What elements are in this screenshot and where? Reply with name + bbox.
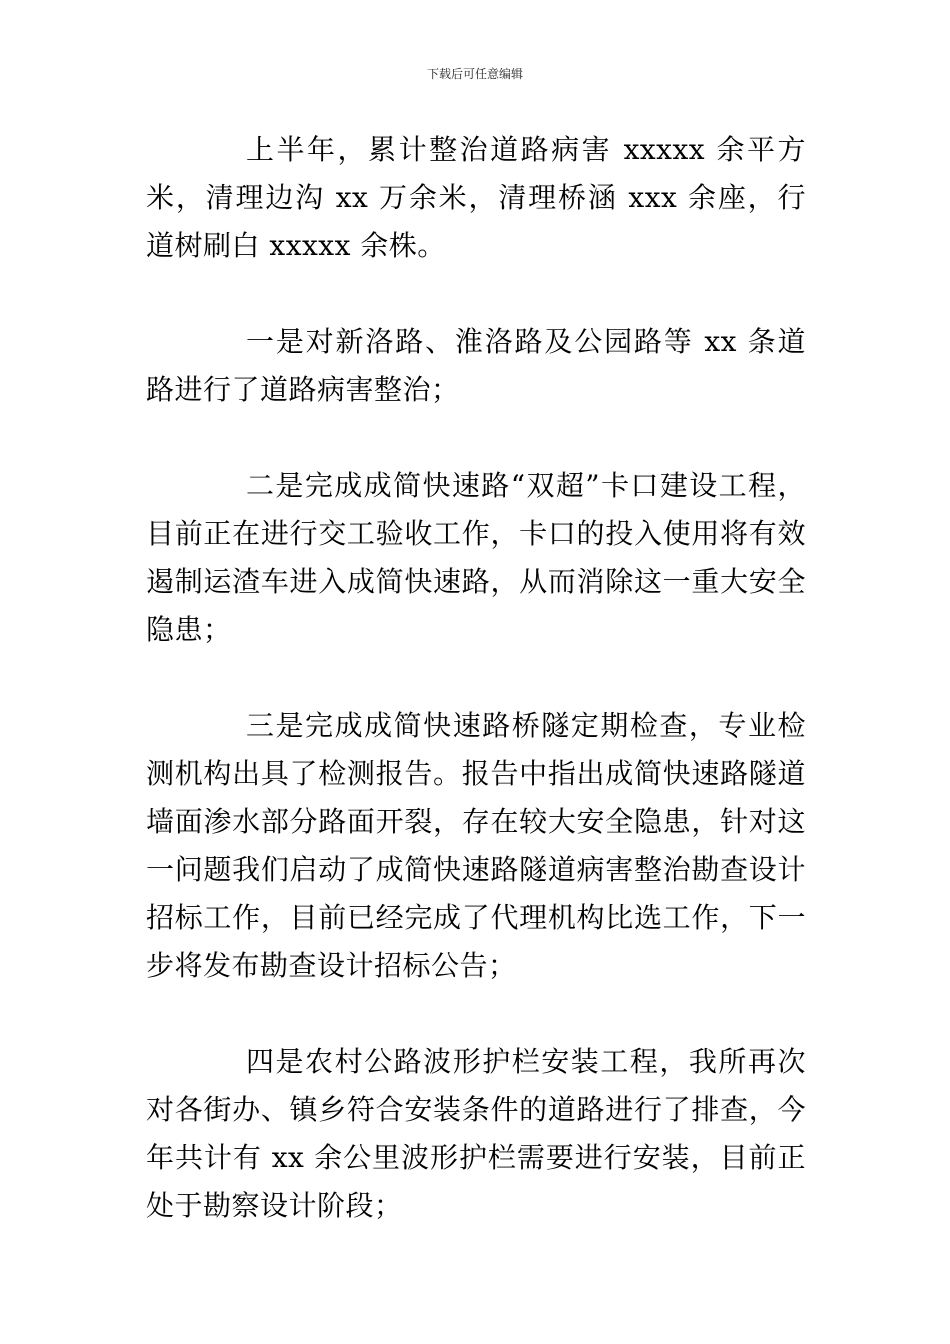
header-note: 下载后可任意编辑 bbox=[426, 67, 523, 81]
document-body bbox=[146, 126, 806, 1230]
paragraph-item-1: 一是对新洛路、淮洛路及公园路等 xx 条道路进行了道路病害整治； bbox=[146, 325, 806, 406]
paragraph-item-2: 二是完成成简快速路“双超”卡口建设工程，目前正在进行交工验收工作，卡口的投入使用将有效遏制运渣车进入成简快速路，从而消除这一重大安全隐患； bbox=[146, 469, 806, 646]
paragraph-item-3: 三是完成成简快速路桥隧定期检查，专业检测机构出具了检测报告。报告中指出成简快速路隧道墙面渗水部分路面开裂，存在较大安全隐患，针对这一问题我们启动了成简快速路隧道病害整治勘查设计招标工作，目前已经完成了代理机构比选工作，下一步将发布勘查设计招标公告； bbox=[146, 709, 806, 982]
paragraph-summary: 上半年，累计整治道路病害 xxxxx 余平方米，清理边沟 xx 万余米，清理桥涵 xxx 余座，行道树刷白 xxxxx 余株。 bbox=[146, 133, 806, 262]
paragraph-item-4: 四是农村公路波形护栏安装工程，我所再次对各街办、镇乡符合安装条件的道路进行了排查，今年共计有 xx 余公里波形护栏需要进行安装，目前正处于勘察设计阶段； bbox=[146, 1045, 806, 1222]
